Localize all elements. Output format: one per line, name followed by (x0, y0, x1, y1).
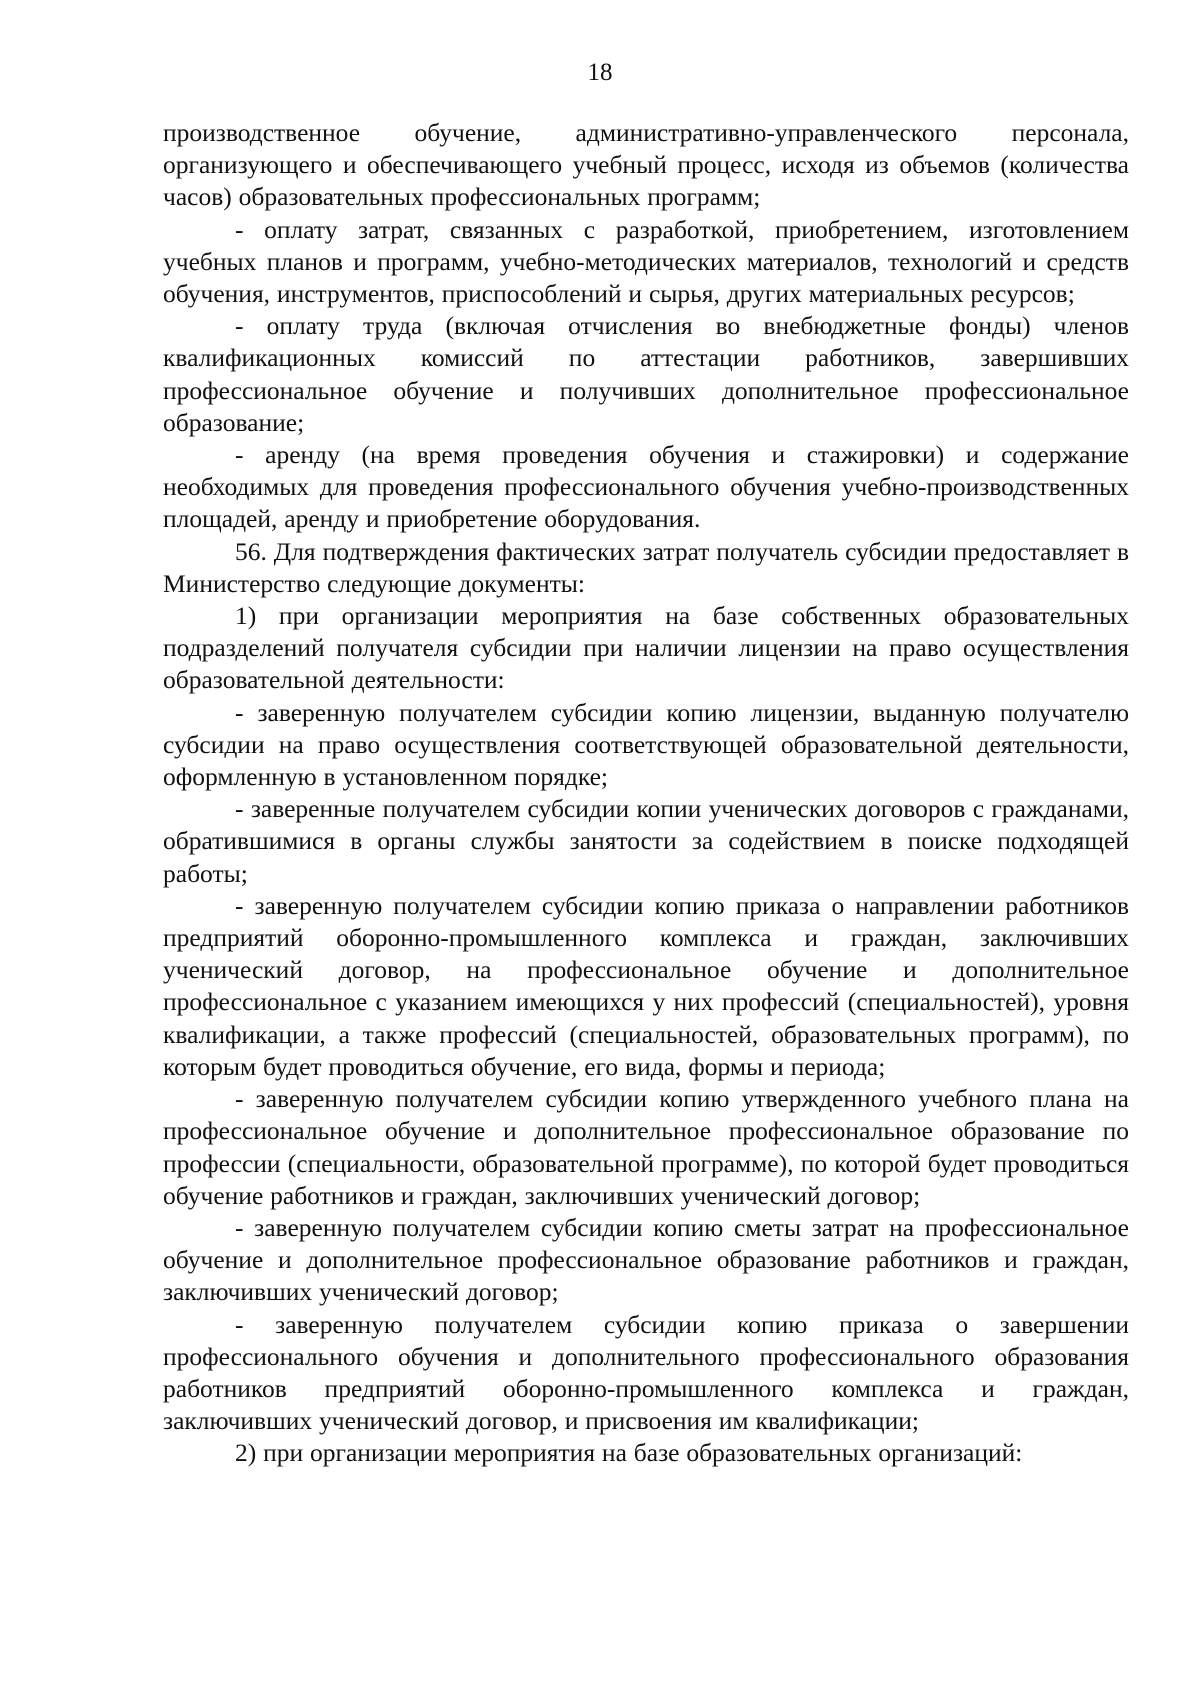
page-number: 18 (587, 59, 613, 86)
paragraph-list-item: - оплату труда (включая отчисления во внебюджетные фонды) членов квалификационных комиссий по аттестации работников, завершивших профессиональное обучение и получивших дополнительное профессиональное образование; (163, 311, 1129, 437)
paragraph-list-item: - заверенную получателем субсидии копию лицензии, выданную получателю субсидии на право осуществления соответствующей образовательной деятельности, оформленную в установленном порядке; (163, 697, 1129, 792)
paragraph-list-item: - заверенную получателем субсидии копию утвержденного учебного плана на профессиональное обучение и дополнительное профессиональное образование по профессии (специальности, образовательной программе), по которой будет проводиться обучение работников и граждан, заключивших ученический договор; (163, 1084, 1129, 1210)
paragraph-subitem-1: 1) при организации мероприятия на базе собственных образовательных подразделений получателя субсидии при наличии лицензии на право осуществления образовательной деятельности: (163, 601, 1129, 695)
paragraph-subitem-2: 2) при организации мероприятия на базе образовательных организаций: (235, 1438, 1023, 1468)
document-body (163, 117, 1129, 1470)
paragraph-list-item: - заверенную получателем субсидии копию приказа о направлении работников предприятий оборонно-промышленного комплекса и граждан, заключивших ученический договор, на профессиональное обучение и дополнительное профессиональное с указанием имеющихся у них профессий (специальностей), уровня квалификации, а также профессий (специальностей, образовательных программ), по которым будет проводиться обучение, его вида, формы и периода; (163, 890, 1129, 1081)
paragraph-continuation: производственное обучение, административно-управленческого персонала, организующего и обеспечивающего учебный процесс, исходя из объемов (количества часов) образовательных профессиональных программ; (163, 118, 1129, 212)
paragraph-list-item: - заверенные получателем субсидии копии ученических договоров с гражданами, обратившимися в органы службы занятости за содействием в поиске подходящей работы; (163, 794, 1129, 888)
paragraph-section-56: 56. Для подтверждения фактических затрат получатель субсидии предоставляет в Министерство следующие документы: (163, 536, 1129, 598)
paragraph-list-item: - заверенную получателем субсидии копию сметы затрат на профессиональное обучение и дополнительное профессиональное образование работников и граждан, заключивших ученический договор; (163, 1212, 1129, 1307)
paragraph-list-item: - аренду (на время проведения обучения и стажировки) и содержание необходимых для проведения профессионального обучения учебно-производственных площадей, аренду и приобретение оборудования. (163, 440, 1129, 534)
paragraph-list-item: - оплату затрат, связанных с разработкой, приобретением, изготовлением учебных планов и программ, учебно-методических материалов, технологий и средств обучения, инструментов, приспособлений и сырья, других материальных ресурсов; (163, 214, 1129, 309)
paragraph-list-item: - заверенную получателем субсидии копию приказа о завершении профессионального обучения и дополнительного профессионального образования работников предприятий оборонно-промышленного комплекса и граждан, заключивших ученический договор, и присвоения им квалификации; (163, 1309, 1129, 1436)
